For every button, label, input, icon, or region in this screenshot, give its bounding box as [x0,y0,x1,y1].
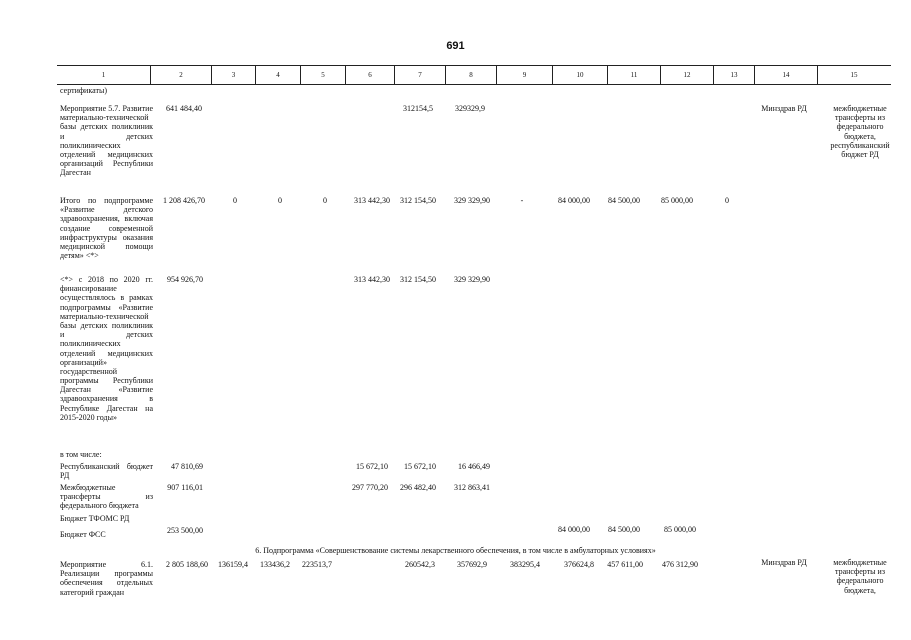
cell-m61-c7: 260542,3 [405,560,435,569]
cell-m57-c15: межбюджетные трансферты из федерального бюджета, республиканский бюджет РД [830,104,890,159]
cell-m61-c5: 223513,7 [302,560,332,569]
cell-m61-c8: 357692,9 [457,560,487,569]
cell-m61-c11: 457 611,00 [607,560,643,569]
including-label: в том числе: [60,450,102,459]
cell-note-c6: 313 442,30 [354,275,390,284]
cell-total-c5: 0 [323,196,327,205]
cell-rb-c6: 15 672,10 [356,462,388,471]
cell-total-c4: 0 [278,196,282,205]
cell-m61-c4: 133436,2 [260,560,290,569]
row-label-subprogram-total: Итого по подпрограмме «Развитие детского здравоохранения, включая создание современной инфраструктуры оказания медицинской помощи детям» <*> [60,196,153,261]
cell-m61-c14: Минздрав РД [761,558,807,567]
cell-rb-c2: 47 810,69 [171,462,203,471]
cell-fss-c11: 84 500,00 [608,525,640,534]
cell-note-c8: 329 329,90 [454,275,490,284]
column-header-11: 11 [608,66,661,84]
column-header-13: 13 [714,66,755,84]
row-label-interbudget-transfers: Межбюджетные трансферты из федерального бюджета [60,483,153,511]
cell-mbt-c6: 297 770,20 [352,483,388,492]
cell-rb-c8: 16 466,49 [458,462,490,471]
cell-fss-c12: 85 000,00 [664,525,696,534]
section-heading-subprogram-6: 6. Подпрограмма «Совершенствование системы лекарственного обеспечения, в том числе в амбулаторных условиях» [255,546,656,555]
cell-fss-c10: 84 000,00 [558,525,590,534]
cell-m57-c2: 641 484,40 [166,104,202,113]
row-label-measure-5-7: Мероприятие 5.7. Развитие материально-технической базы детских поликлиник и детских поликлинических отделений медицинских организаций Республики Дагестан [60,104,153,178]
cell-m61-c15: межбюджетные трансферты из федерального бюджета, [833,558,887,595]
column-header-5: 5 [301,66,346,84]
cell-total-c11: 84 500,00 [608,196,640,205]
cell-total-c6: 313 442,30 [354,196,390,205]
column-header-7: 7 [395,66,446,84]
row-label-fss-budget: Бюджет ФСС [60,530,106,539]
column-header-10: 10 [553,66,608,84]
cell-total-c7: 312 154,50 [400,196,436,205]
cell-rb-c7: 15 672,10 [404,462,436,471]
column-header-15: 15 [850,71,858,79]
cell-m57-c8: 329329,9 [455,104,485,113]
column-header-9: 9 [497,66,553,84]
cell-total-c9: - [520,196,524,205]
cell-m61-c9: 383295,4 [510,560,540,569]
cell-total-c10: 84 000,00 [558,196,590,205]
cell-mbt-c8: 312 863,41 [454,483,490,492]
cell-m57-c7: 312154,5 [403,104,433,113]
column-header-8: 8 [446,66,497,84]
cell-note-c7: 312 154,50 [400,275,436,284]
column-header-1: 1 [57,66,151,84]
row-label-republican-budget: Республиканский бюджет РД [60,462,153,481]
cell-mbt-c2: 907 116,01 [167,483,203,492]
row-label-tfoms-budget: Бюджет ТФОМС РД [60,514,130,523]
cell-fss-c2: 253 500,00 [167,526,203,535]
cell-m57-c14: Минздрав РД [761,104,807,113]
row-label-footnote: <*> с 2018 по 2020 гг. финансирование осуществлялось в рамках подпрограммы «Развитие материально-технической базы детских поликлиник и детских поликлинических отделений медицинских организаций» государственной программы Республики Дагестан «Развитие здравоохранения в Республике Дагестан на 2015-2020 годы» [60,275,153,422]
cell-m61-c3: 136159,4 [218,560,248,569]
column-header-12: 12 [661,66,714,84]
column-header-14: 14 [755,66,818,84]
table-header [57,65,891,85]
row-label-measure-6-1: Мероприятие 6.1. Реализации программы обеспечения отдельных категорий граждан [60,560,153,597]
cell-m61-c2: 2 805 188,60 [166,560,208,569]
cell-total-c13: 0 [725,196,729,205]
column-header-4: 4 [256,66,301,84]
page-number: 691 [446,40,465,52]
column-header-2: 2 [151,66,212,84]
cell-total-c2: 1 208 426,70 [163,196,205,205]
cell-note-c2: 954 926,70 [167,275,203,284]
column-header-3: 3 [212,66,256,84]
cell-total-c3: 0 [233,196,237,205]
cell-m61-c12: 476 312,90 [662,560,698,569]
continuation-text: сертификаты) [60,86,107,95]
cell-total-c8: 329 329,90 [454,196,490,205]
cell-mbt-c7: 296 482,40 [400,483,436,492]
column-header-6: 6 [346,66,395,84]
cell-total-c12: 85 000,00 [661,196,693,205]
cell-m61-c10: 376624,8 [564,560,594,569]
